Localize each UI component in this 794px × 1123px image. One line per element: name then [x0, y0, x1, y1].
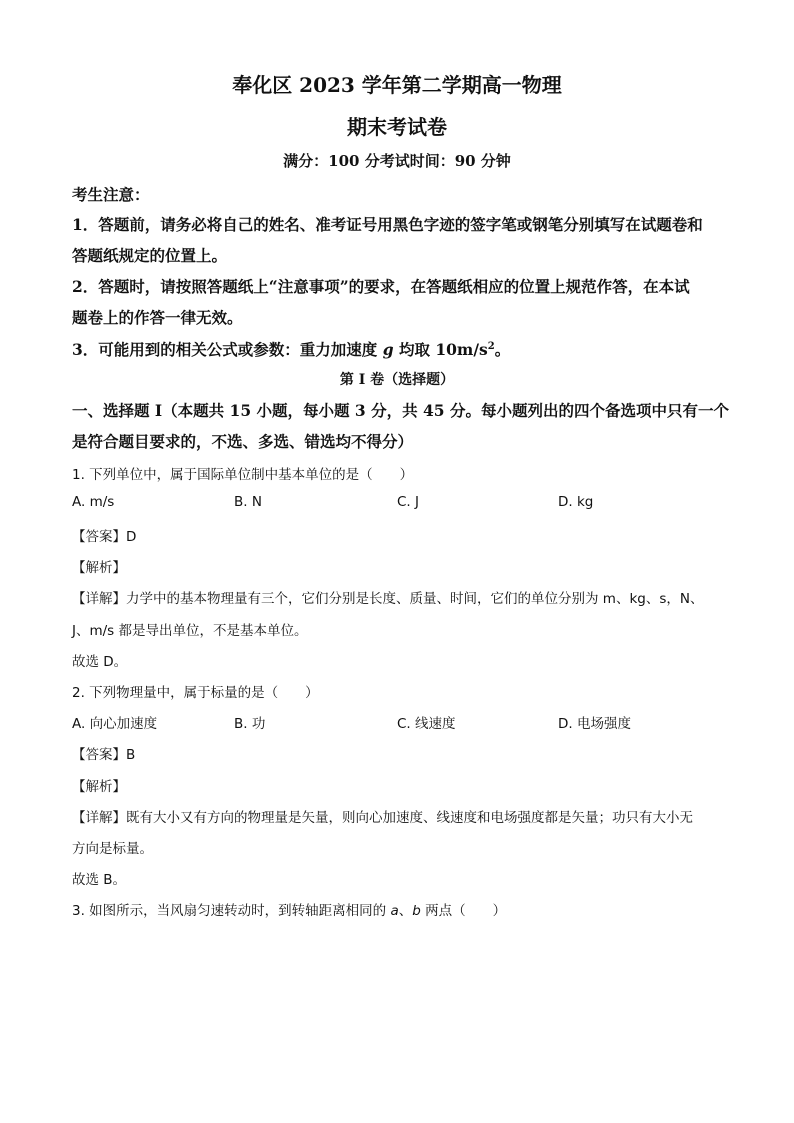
q2-conclusion: 故选 B。 [72, 872, 127, 888]
section-instruction-line-2: 是符合题目要求的，不选、多选、错选均不得分） [72, 432, 414, 451]
q2-option-b: B. 功 [234, 716, 266, 732]
notice-item-3 [72, 338, 510, 360]
q1-detail-line-2: J、m/s 都是导出单位，不是基本单位。 [72, 623, 308, 639]
notice-item-2-line-2: 题卷上的作答一律无效。 [72, 308, 243, 327]
q1-answer: 【答案】D [72, 529, 137, 545]
section-instruction-line-1: 一、选择题 I（本题共 15 小题，每小题 3 分，共 45 分。每小题列出的四个备选项中只有一个 [72, 401, 729, 420]
q1-option-b: B. N [234, 494, 262, 510]
q1-option-d: D. kg [558, 494, 594, 510]
q1-conclusion: 故选 D。 [72, 654, 128, 670]
q3-stem [72, 899, 506, 919]
q1-analysis-label: 【解析】 [72, 560, 126, 576]
q1-option-c: C. J [397, 494, 419, 510]
q3-stem-prefix: 3. 如图所示，当风扇匀速转动时，到转轴距离相同的 [72, 903, 387, 919]
notice-item-3-var-g: g [382, 340, 394, 359]
section-title: 第 I 卷（选择题） [339, 372, 455, 388]
notice-item-3-mid: 均取 10m/s [398, 340, 488, 359]
notice-item-3-prefix: 3．可能用到的相关公式或参数：重力加速度 [72, 340, 378, 359]
q2-detail-line-1: 【详解】既有大小又有方向的物理量是矢量，则向心加速度、线速度和电场强度都是矢量；功只有大小无 [72, 810, 693, 826]
notice-item-1-line-2: 答题纸规定的位置上。 [72, 246, 228, 265]
q2-stem: 2. 下列物理量中，属于标量的是（ ） [72, 685, 319, 701]
q2-detail-line-2: 方向是标量。 [72, 841, 153, 857]
q3-var-b: b [412, 903, 421, 919]
q2-option-d: D. 电场强度 [558, 716, 631, 732]
score-time-line: 满分：100 分考试时间：90 分钟 [283, 152, 511, 170]
q3-separator: 、 [398, 903, 413, 919]
q1-detail-line-1: 【详解】力学中的基本物理量有三个，它们分别是长度、质量、时间，它们的单位分别为 m、kg、s，N、 [72, 591, 704, 607]
q3-stem-suffix: 两点（ ） [425, 903, 507, 919]
notice-item-2-line-1: 2．答题时，请按照答题纸上“注意事项”的要求，在答题纸相应的位置上规范作答，在本试 [72, 277, 690, 296]
q2-option-c: C. 线速度 [397, 716, 456, 732]
page-title: 奉化区 2023 学年第二学期高一物理 [232, 73, 562, 97]
q3-var-a: a [390, 903, 399, 919]
q1-stem: 1. 下列单位中，属于国际单位制中基本单位的是（ ） [72, 467, 414, 483]
notice-heading: 考生注意： [72, 185, 150, 204]
notice-item-3-end: 。 [494, 340, 511, 359]
page-subtitle: 期末考试卷 [347, 115, 447, 139]
q2-option-a: A. 向心加速度 [72, 716, 158, 732]
q1-option-a: A. m/s [72, 494, 115, 510]
notice-item-3-exponent: 2 [487, 340, 495, 352]
q2-answer: 【答案】B [72, 747, 136, 763]
notice-item-1-line-1: 1．答题前，请务必将自己的姓名、准考证号用黑色字迹的签字笔或钢笔分别填写在试题卷和 [72, 215, 703, 234]
q2-analysis-label: 【解析】 [72, 779, 126, 795]
